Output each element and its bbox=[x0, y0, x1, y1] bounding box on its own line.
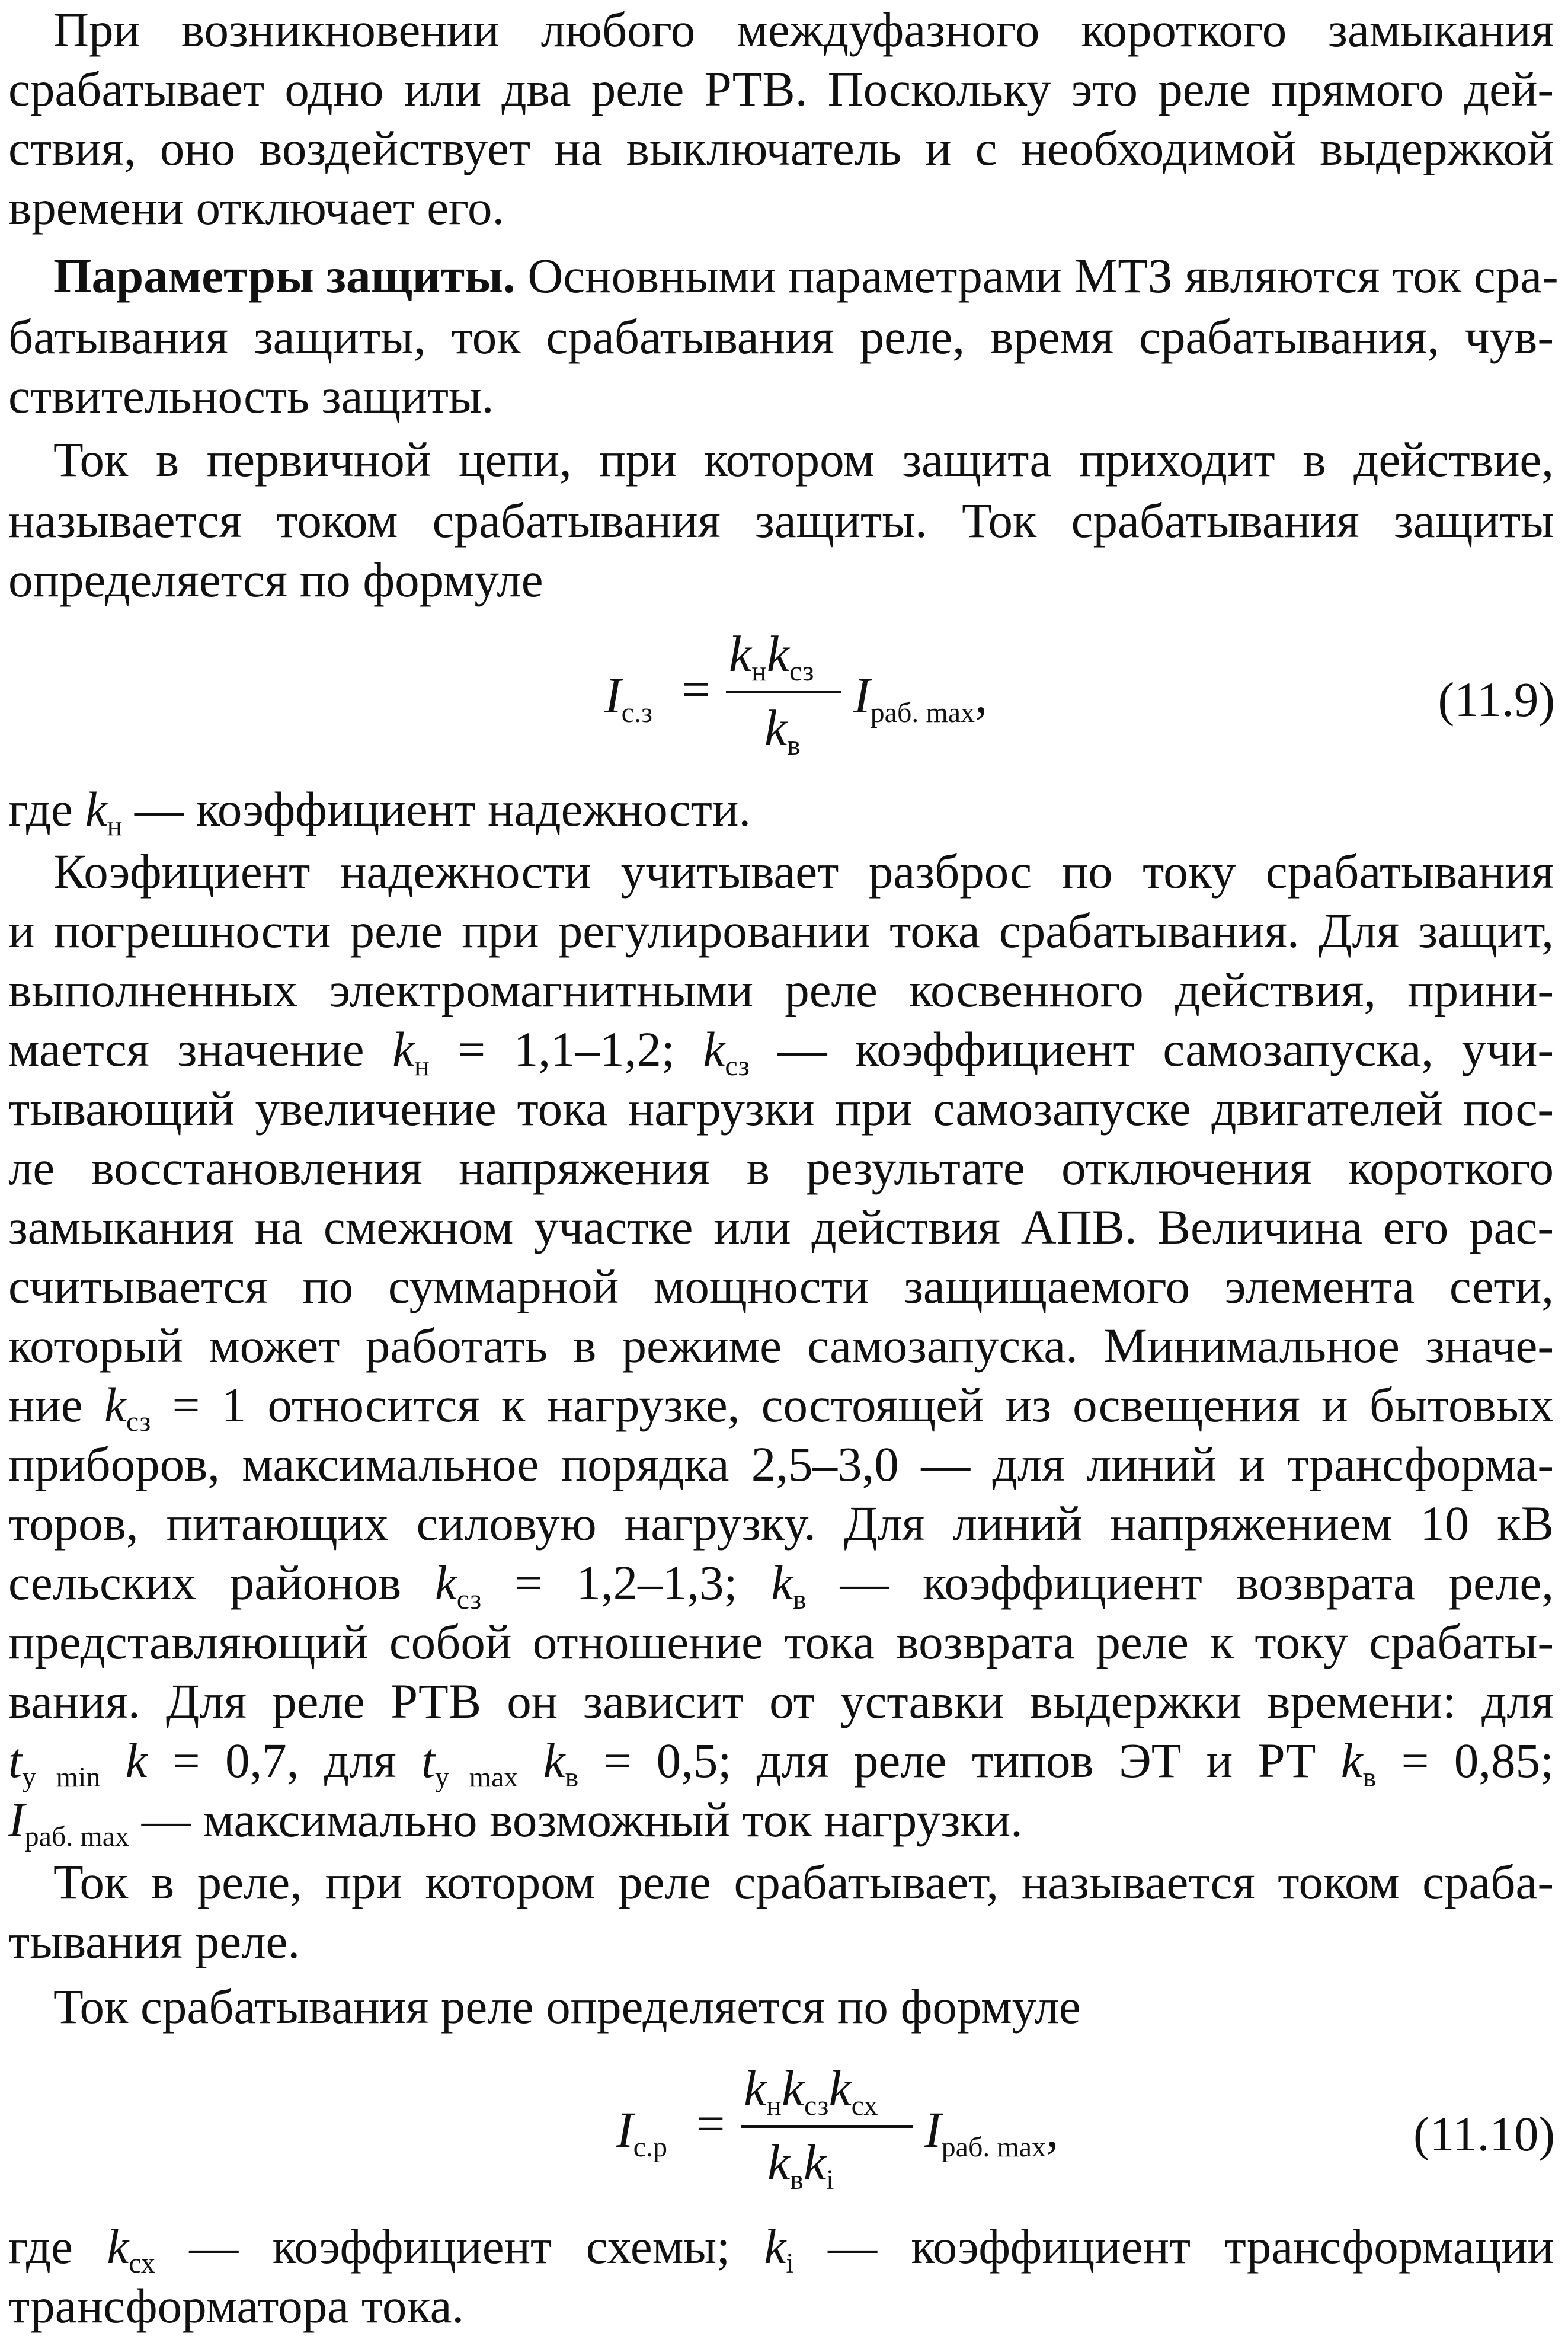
text-line: ние $k_{сз} = 1$ относится к нагрузке, состоящей из освещения и бытовых bbox=[8, 1377, 1554, 1437]
text-line: где $k_{сх}$ — коэффициент схемы; $k_i$ — коэффициент трансформации bbox=[8, 2219, 1554, 2279]
text-line: и погрешности реле при регулировании тока срабатывания. Для защит, bbox=[8, 903, 1554, 958]
text-line: При возникновении любого междуфазного короткого замыкания bbox=[53, 2, 1554, 57]
text-line: выполненных электромагнитными реле косвенного действия, прини- bbox=[8, 963, 1554, 1017]
text-line: Ток в реле, при котором реле срабатывает, называется током сраба- bbox=[53, 1855, 1554, 1909]
text-line: $I_{раб. max}$ — максимально возможный ток нагрузки. bbox=[8, 1792, 1023, 1852]
text-line: сельских районов $k_{сз} = 1,2-1,3$; $k_в$ — коэффициент возврата реле, bbox=[8, 1555, 1554, 1615]
section-heading: Параметры защиты. bbox=[53, 248, 516, 303]
text-line: Параметры защиты. Основными параметрами МТЗ являются ток сра- bbox=[53, 248, 1559, 303]
equation-number: (11.10) bbox=[1413, 2107, 1555, 2161]
text-line: мается значение $k_н = 1,1-1,2$; $k_{сз}$ — коэффициент самозапуска, учи- bbox=[8, 1022, 1554, 1082]
equation-number: (11.9) bbox=[1438, 672, 1555, 727]
text-line: Ток в первичной цепи, при котором защита приходит в действие, bbox=[53, 432, 1554, 487]
text-line: замыкания на смежном участке или действия АПВ. Величина его рас- bbox=[8, 1200, 1554, 1254]
text-line: времени отключает его. bbox=[8, 180, 505, 235]
text-line: ствительность защиты. bbox=[8, 369, 494, 423]
formula-11-10: $I_{с.р}$ = $k_нk_{сз}k_{сх}$ $k_вk_i$ $I_{раб. max}$, bbox=[616, 2060, 1059, 2195]
fraction-bar bbox=[741, 2125, 913, 2128]
fraction-bar bbox=[726, 691, 841, 693]
text-line: называется током срабатывания защиты. Ток срабатывания защиты bbox=[8, 493, 1554, 548]
text-line: который может работать в режиме самозапуска. Минимальное значе- bbox=[8, 1318, 1554, 1373]
text-line: ствия, оно воздействует на выключатель и с необходимой выдержкой bbox=[8, 121, 1554, 175]
text-line: считывается по суммарной мощности защищаемого элемента сети, bbox=[8, 1259, 1554, 1313]
text-line: срабатывает одно или два реле РТВ. Поскольку это реле прямого дей- bbox=[8, 62, 1554, 116]
text-line: приборов, максимальное порядка 2,5–3,0 — для линий и трансформа- bbox=[8, 1437, 1554, 1491]
text-line: $t_{y min}$ k = 0,7, для $t_{y max}$ $k_в = 0,5$; для реле типов ЭТ и РТ $k_в = 0,85$; bbox=[8, 1733, 1554, 1793]
text-line: где $k_н$ — коэффициент надежности. bbox=[8, 782, 751, 842]
text-line: Коэфициент надежности учитывает разброс по току срабатывания bbox=[53, 844, 1554, 899]
text-line: тывающий увеличение тока нагрузки при самозапуске двигателей пос- bbox=[8, 1081, 1554, 1136]
text-line: трансформатора тока. bbox=[8, 2278, 465, 2333]
text-line: вания. Для реле РТВ он зависит от уставки выдержки времени: для bbox=[8, 1674, 1554, 1728]
formula-11-9: $I_{с.з}$ = $k_нk_{сз}$ $k_в$ $I_{раб. max}$, bbox=[604, 625, 988, 761]
text-line: определяется по формуле bbox=[8, 552, 543, 607]
text-line: тывания реле. bbox=[8, 1914, 300, 1968]
text-line: батывания защиты, ток срабатывания реле, время срабатывания, чув- bbox=[8, 309, 1554, 364]
text-line: ле восстановления напряжения в результате отключения короткого bbox=[8, 1140, 1554, 1195]
text-line: представляющий собой отношение тока возврата реле к току срабаты- bbox=[8, 1615, 1554, 1669]
text-line: Ток срабатывания реле определяется по формуле bbox=[53, 1979, 1081, 2034]
text-line: торов, питающих силовую нагрузку. Для линий напряжением 10 кВ bbox=[8, 1496, 1554, 1551]
